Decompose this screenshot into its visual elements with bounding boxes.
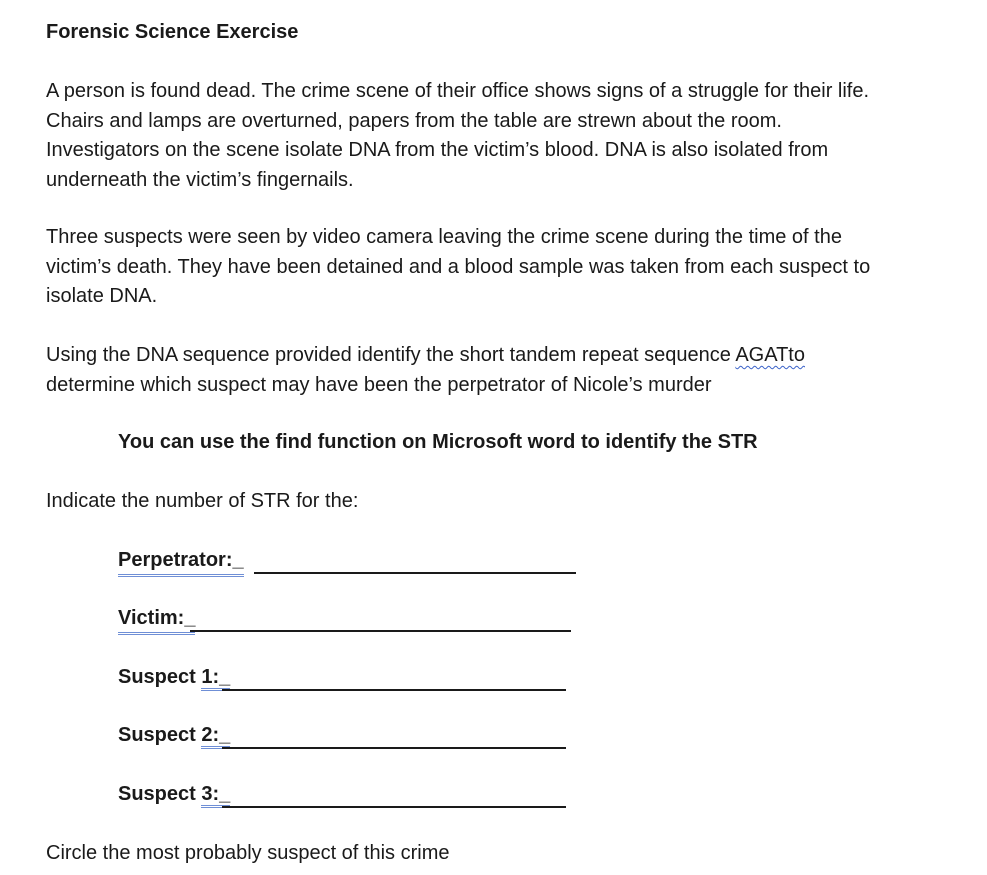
victim-answer-line[interactable] (190, 630, 571, 632)
suspects-line-3: isolate DNA. (46, 285, 158, 307)
scenario-line-2: Chairs and lamps are overturned, papers from the table are strewn about the room. (46, 109, 782, 132)
instructions-line-1-text: Using the DNA sequence provided identify the short tandem repeat sequence (46, 344, 736, 366)
scenario-line-4: underneath the victim’s fingernails. (46, 168, 354, 191)
find-function-tip: You can use the find function on Microsoft word to identify the STR (118, 431, 758, 453)
suspects-line-2: victim’s death. They have been detained and a blood sample was taken from each suspect to (46, 255, 871, 278)
suspect-2-number: 2:_ (201, 724, 230, 749)
suspect-2-answer-line[interactable] (222, 747, 566, 749)
suspects-line-1: Three suspects were seen by video camera leaving the crime scene during the time of the (46, 226, 842, 248)
indicate-prompt: Indicate the number of STR for the: (46, 490, 359, 512)
victim-label: Victim:_ (118, 604, 195, 635)
suspect-1-label-word: Suspect (118, 666, 202, 688)
instructions-line-1 (46, 341, 971, 371)
suspect-3-number: 3:_ (201, 783, 230, 808)
perpetrator-answer-line[interactable] (254, 572, 576, 574)
suspect-3-label (118, 780, 230, 808)
perpetrator-label: Perpetrator:_ (118, 546, 244, 577)
instructions-line-2: determine which suspect may have been the perpetrator of Nicole’s murder (46, 373, 712, 396)
document-title: Forensic Science Exercise (46, 21, 299, 43)
suspect-3-answer-line[interactable] (222, 806, 566, 808)
suspect-2-label-word: Suspect (118, 724, 202, 746)
circle-suspect-instruction: Circle the most probably suspect of this crime (46, 842, 450, 864)
suspects-paragraph (46, 223, 971, 312)
instructions-paragraph (46, 341, 971, 400)
suspect-1-label (118, 663, 230, 691)
suspect-1-answer-line[interactable] (222, 689, 566, 691)
scenario-line-1: A person is found dead. The crime scene of their office shows signs of a struggle for their life. (46, 80, 870, 102)
suspect-2-label (118, 721, 230, 749)
suspect-3-label-word: Suspect (118, 783, 202, 805)
suspect-1-number: 1:_ (201, 666, 230, 691)
scenario-paragraph (46, 77, 971, 195)
scenario-line-3: Investigators on the scene isolate DNA from the victim’s blood. DNA is also isolated from (46, 139, 829, 161)
spellcheck-flagged-word[interactable]: AGATto (735, 344, 805, 366)
